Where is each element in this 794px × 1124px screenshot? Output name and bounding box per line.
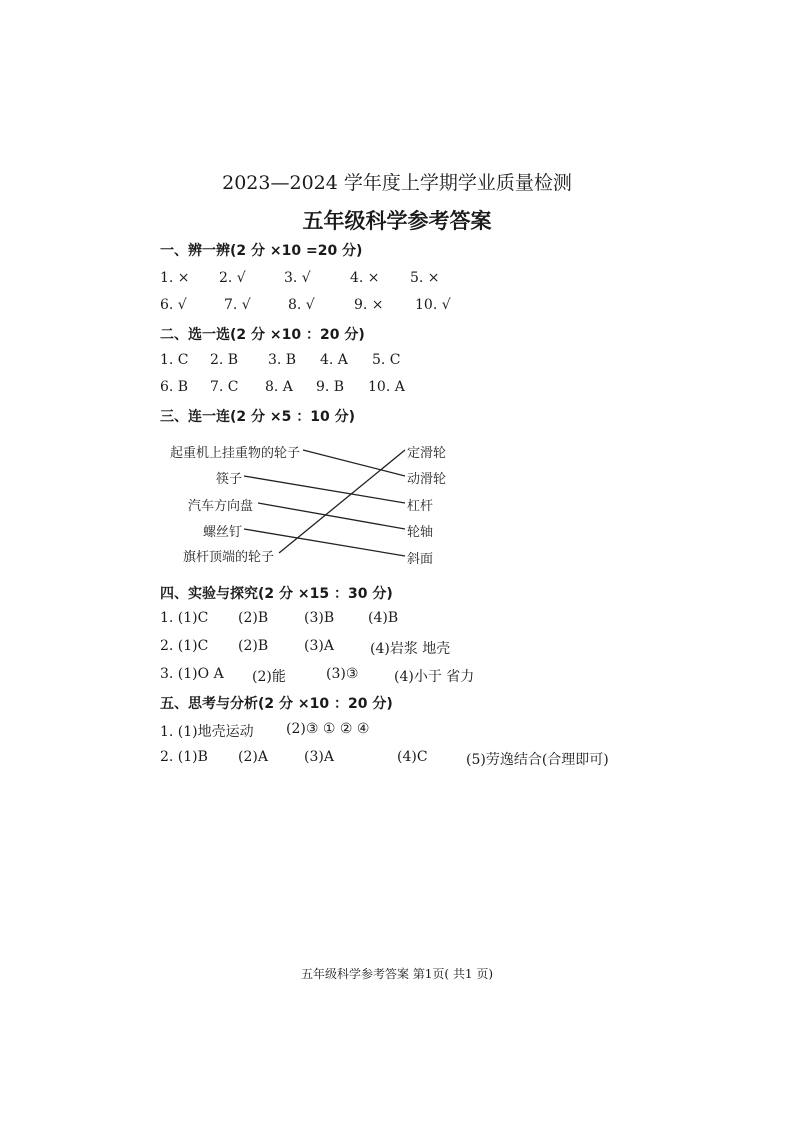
s1-answer: 1. ×	[160, 270, 190, 286]
match-line	[258, 503, 405, 529]
match-left-item: 汽车方向盘	[188, 499, 254, 514]
s1-answer: 10. √	[415, 297, 451, 313]
s5-answer: (4)C	[397, 749, 428, 765]
s5-answer: 1. (1)地壳运动	[160, 724, 254, 740]
s4-answer: (4)B	[368, 610, 399, 626]
s4-answer: (2)能	[252, 669, 286, 685]
s5-answer: (2)③ ① ② ④	[286, 721, 370, 737]
s4-answer: (2)B	[238, 638, 269, 654]
section2-heading: 二、选一选(2 分 ×10 ：20 分)	[160, 327, 365, 343]
match-right-item: 轮轴	[407, 525, 434, 540]
s1-answer: 5. ×	[410, 270, 440, 286]
section5-heading: 五、思考与分析(2 分 ×10 ：20 分)	[160, 696, 393, 712]
s1-answer: 9. ×	[354, 297, 384, 313]
s1-answer: 8. √	[288, 297, 315, 313]
s4-answer: (4)岩浆 地壳	[370, 641, 451, 657]
s2-answer: 4. A	[320, 352, 348, 368]
exam-title: 2023—2024 学年度上学期学业质量检测	[222, 172, 572, 194]
s2-answer: 2. B	[210, 352, 239, 368]
s4-answer: (3)③	[326, 666, 359, 682]
s5-answer: (5)劳逸结合(合理即可)	[466, 752, 609, 768]
match-right-item: 斜面	[407, 552, 434, 567]
s5-answer: (2)A	[238, 749, 268, 765]
s1-answer: 7. √	[224, 297, 251, 313]
section1-heading: 一、辨一辨(2 分 ×10 =20 分)	[160, 243, 363, 259]
section3-heading: 三、连一连(2 分 ×5 ：10 分)	[160, 409, 355, 425]
s2-answer: 10. A	[368, 379, 405, 395]
s2-answer: 5. C	[372, 352, 401, 368]
s4-answer: (3)B	[304, 610, 335, 626]
s1-answer: 6. √	[160, 297, 187, 313]
s2-answer: 7. C	[210, 379, 239, 395]
match-left-item: 起重机上挂重物的轮子	[170, 446, 301, 461]
s1-answer: 2. √	[219, 270, 246, 286]
s4-answer: (3)A	[304, 638, 334, 654]
s4-answer: 1. (1)C	[160, 610, 209, 626]
s5-answer: (3)A	[304, 749, 334, 765]
s1-answer: 4. ×	[350, 270, 380, 286]
match-left-item: 筷子	[216, 472, 243, 487]
match-right-item: 定滑轮	[407, 446, 447, 461]
s2-answer: 8. A	[265, 379, 293, 395]
match-right-item: 动滑轮	[407, 472, 447, 487]
answer-key-title: 五年级科学参考答案	[302, 209, 492, 233]
s4-answer: 3. (1)O A	[160, 666, 224, 682]
s5-answer: 2. (1)B	[160, 749, 208, 765]
match-left-item: 旗杆顶端的轮子	[183, 550, 275, 565]
section4-heading: 四、实验与探究(2 分 ×15 ：30 分)	[160, 586, 393, 602]
s2-answer: 9. B	[316, 379, 345, 395]
s1-answer: 3. √	[284, 270, 311, 286]
page-footer: 五年级科学参考答案 第1页( 共1 页)	[300, 967, 494, 981]
s4-answer: (4)小于 省力	[394, 669, 475, 685]
match-left-item: 螺丝钉	[203, 525, 243, 540]
s4-answer: (2)B	[238, 610, 269, 626]
s4-answer: 2. (1)C	[160, 638, 209, 654]
s2-answer: 3. B	[268, 352, 297, 368]
s2-answer: 6. B	[160, 379, 189, 395]
match-line	[244, 476, 405, 503]
match-line	[279, 450, 405, 553]
match-right-item: 杠杆	[407, 499, 434, 514]
s2-answer: 1. C	[160, 352, 189, 368]
